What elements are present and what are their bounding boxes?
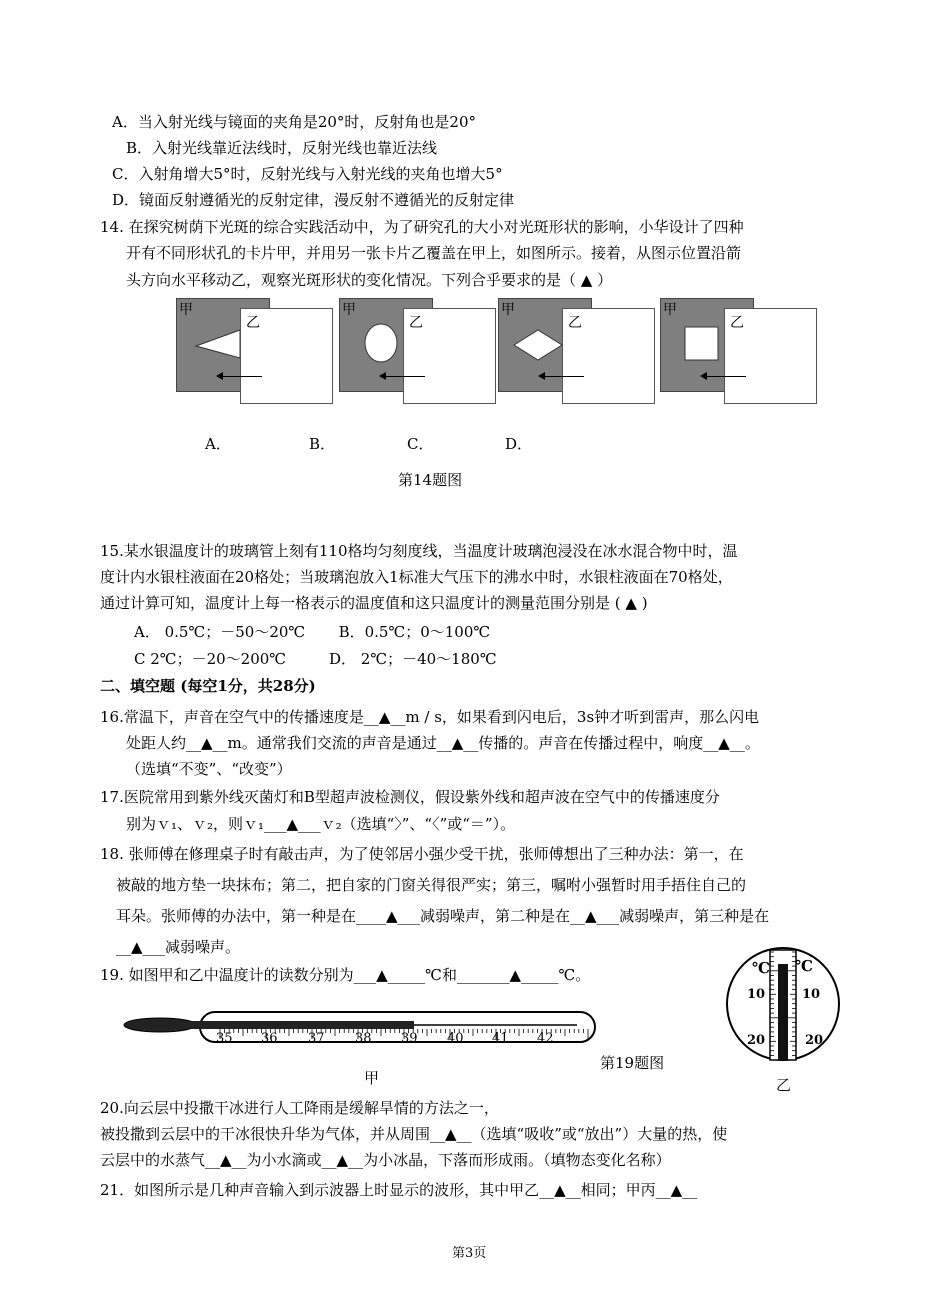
tick-label-41: 41 bbox=[492, 1031, 509, 1046]
q17-line-2: 别为ｖ₁、ｖ₂，则ｖ₁___▲___ｖ₂（选填“〉”、“〈”或“＝”）。 bbox=[126, 815, 516, 833]
q18-line-1: 18. 张师傅在修理桌子时有敲击声，为了使邻居小强少受干扰，张师傅想出了三种办法：第一，在 bbox=[100, 845, 744, 863]
q15-line-3: 通过计算可知，温度计上每一格表示的温度值和这只温度计的测量范围分别是 ( ▲ ) bbox=[100, 594, 648, 612]
fig14-caption: 第14题图 bbox=[398, 471, 463, 489]
fig14-option-c-cards bbox=[498, 298, 654, 408]
q18-line-2: 被敲的地方垫一块抹布；第二，把自家的门窗关得很严实；第三，嘱咐小强暂时用手捂住自己的 bbox=[116, 876, 747, 894]
vertical-thermometer-view bbox=[724, 944, 842, 1064]
tick-label-42: 42 bbox=[537, 1031, 554, 1046]
q13-option-c: C．入射角增大5°时，反射光线与入射光线的夹角也增大5° bbox=[112, 165, 503, 183]
tick-10-right: 10 bbox=[802, 987, 821, 1002]
tick-20-left: 20 bbox=[747, 1033, 766, 1048]
left-arrow-icon bbox=[385, 376, 425, 377]
fig14-label-a: A． bbox=[205, 435, 231, 453]
fig14-option-a-cards bbox=[176, 298, 332, 408]
circle-hole-icon bbox=[363, 322, 399, 364]
tick-label-36: 36 bbox=[261, 1031, 278, 1046]
jia-label: 甲 bbox=[179, 302, 193, 318]
page-number: 第3页 bbox=[452, 1246, 487, 1261]
q18-line-3: 耳朵。张师傅的办法中，第一种是在____▲___减弱噪声，第二种是在__▲___减弱噪声，第三种是在 bbox=[116, 907, 770, 925]
tick-label-38: 38 bbox=[355, 1031, 372, 1046]
section-2-heading: 二、填空题 (每空1分，共28分) bbox=[100, 677, 316, 695]
fig14-label-b: B． bbox=[309, 435, 336, 453]
q20-line-2: 被投撒到云层中的干冰很快升华为气体，并从周围__▲__（选填“吸收”或“放出”）大量的热，使 bbox=[100, 1125, 728, 1143]
q20-line-3: 云层中的水蒸气__▲__为小水滴或__▲__为小冰晶，下落而形成雨。（填物态变化名称） bbox=[100, 1151, 671, 1169]
tick-20-right: 20 bbox=[805, 1033, 824, 1048]
yi-label: 乙 bbox=[246, 315, 260, 331]
q16-line-1: 16.常温下，声音在空气中的传播速度是__▲__m / s，如果看到闪电后，3s钟才听到雷声，那么闪电 bbox=[100, 708, 760, 726]
q19-line-1: 19. 如图甲和乙中温度计的读数分别为___▲_____℃和_______▲_____℃。 bbox=[100, 966, 591, 984]
q20-line-1: 20.向云层中投撒干冰进行人工降雨是缓解旱情的方法之一， bbox=[100, 1099, 499, 1117]
q15-options-cd: C 2℃；－20～200℃ D． 2℃；－40～180℃ bbox=[134, 650, 497, 668]
tick-label-40: 40 bbox=[447, 1031, 464, 1046]
q13-option-b: B．入射光线靠近法线时，反射光线也靠近法线 bbox=[126, 139, 438, 157]
fig14-option-d-cards bbox=[660, 298, 816, 408]
q18-line-4: __▲___减弱噪声。 bbox=[116, 938, 241, 956]
q17-line-1: 17.医院常用到紫外线灭菌灯和B型超声波检测仪，假设紫外线和超声波在空气中的传播速度分 bbox=[100, 788, 720, 806]
fig14-label-c: C． bbox=[407, 435, 434, 453]
thermometer-jia-label: 甲 bbox=[364, 1069, 380, 1087]
diamond-hole-icon bbox=[512, 328, 564, 362]
q14-line-3: 头方向水平移动乙，观察光斑形状的变化情况。下列合乎要求的是（ ▲ ） bbox=[126, 271, 613, 289]
unit-left: ℃ bbox=[752, 959, 770, 977]
q16-line-3: （选填“不变”、“改变”） bbox=[126, 760, 292, 778]
left-arrow-icon bbox=[222, 376, 262, 377]
square-hole-icon bbox=[684, 326, 720, 362]
q15-options-ab: A． 0.5℃；－50～20℃ B．0.5℃；0～100℃ bbox=[134, 623, 491, 641]
q15-line-1: 15.某水银温度计的玻璃管上刻有110格均匀刻度线，当温度计玻璃泡浸没在冰水混合物中时，温 bbox=[100, 542, 738, 560]
yi-label: 乙 bbox=[568, 315, 582, 331]
jia-label: 甲 bbox=[663, 302, 677, 318]
left-arrow-icon bbox=[706, 376, 746, 377]
yi-label: 乙 bbox=[730, 315, 744, 331]
tick-label-37: 37 bbox=[308, 1031, 325, 1046]
q21-line-1: 21．如图所示是几种声音输入到示波器上时显示的波形，其中甲乙__▲__相同；甲丙__▲__ bbox=[100, 1181, 698, 1199]
q13-option-a: A．当入射光线与镜面的夹角是20°时，反射角也是20° bbox=[112, 113, 477, 131]
unit-right: ℃ bbox=[795, 957, 813, 975]
tick-10-left: 10 bbox=[747, 987, 766, 1002]
q15-line-2: 度计内水银柱液面在20格处；当玻璃泡放入1标准大气压下的沸水中时，水银柱液面在70格处， bbox=[100, 568, 733, 586]
q14-line-2: 开有不同形状孔的卡片甲，并用另一张卡片乙覆盖在甲上，如图所示。接着，从图示位置沿箭 bbox=[126, 244, 742, 262]
jia-label: 甲 bbox=[342, 302, 356, 318]
q14-line-1: 14. 在探究树荫下光斑的综合实践活动中，为了研究孔的大小对光斑形状的影响，小华设计了四种 bbox=[100, 218, 744, 236]
tick-label-39: 39 bbox=[401, 1031, 418, 1046]
left-arrow-icon bbox=[544, 376, 584, 377]
fig19-caption: 第19题图 bbox=[600, 1054, 665, 1072]
fig14-label-d: D． bbox=[505, 435, 533, 453]
yi-label: 乙 bbox=[409, 315, 423, 331]
triangle-hole-icon bbox=[194, 328, 242, 360]
q16-line-2: 处距人约__▲__m。通常我们交流的声音是通过__▲__传播的。声音在传播过程中，响度__▲__。 bbox=[126, 734, 760, 752]
fig14-option-b-cards bbox=[339, 298, 495, 408]
thermometer-yi-label: 乙 bbox=[776, 1076, 792, 1094]
q13-option-d: D．镜面反射遵循光的反射定律，漫反射不遵循光的反射定律 bbox=[112, 191, 515, 209]
tick-label-35: 35 bbox=[216, 1031, 233, 1046]
jia-label: 甲 bbox=[501, 302, 515, 318]
